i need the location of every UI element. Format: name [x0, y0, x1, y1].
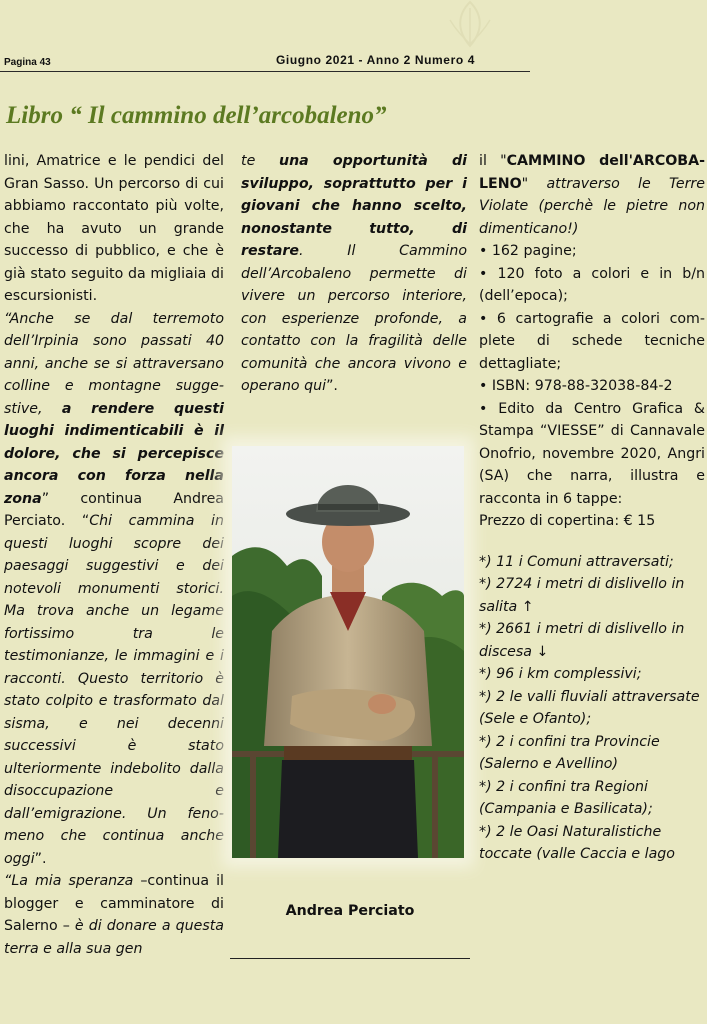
photo-frame [232, 446, 464, 858]
book-title-bold: CAMMINO dell'ARCOBALENO [479, 153, 705, 192]
paragraph-intro [4, 150, 224, 308]
quote-bold: a rendere questi luoghi indimenticabili è il dolore, che si percepisce ancora con forza nella zona [4, 400, 224, 507]
list-item: • ISBN: 978-88-32038-84-2 [479, 378, 673, 394]
list-item: *) 2 le valli fluviali attraversate (Sele e Ofanto); [479, 688, 700, 727]
list-item: *) 2724 i metri di dislivello in salita ↑ [479, 576, 685, 615]
list-item: • 162 pagine; [479, 243, 577, 259]
continuation-text: . Il Cammino dell’Arcobaleno permette di vivere un percorso interiore, con esperienze profonde, a contatto con la fragilità delle comunità che ancora vivono e operano qui [241, 243, 467, 394]
portrait-photo [232, 446, 464, 858]
article-title: Libro “ Il cammino dell’arcobaleno” [6, 102, 387, 129]
caption-divider [230, 958, 470, 959]
photo-caption: Andrea Perciato [285, 903, 415, 919]
quote-text-a: “Anche se dal terremoto dell’Irpinia sono passati 40 anni, anche se si attraversano colline e montagne suggestive, [4, 310, 224, 417]
continuation-bold: una opportunità di sviluppo, soprattutto per i giovani che hanno scelto, nonostante tutto, di restare [241, 153, 467, 259]
book-intro [479, 150, 705, 240]
quote-text-b: Chi cammina in questi luoghi scopre dei paesaggi suggestivi e dei notevoli monumenti storici. Ma trova anche un legame fortissimo tra le testimonianze, le immagini e i racconti. Questo territorio è stato colpito e trasformato dal sisma, e nei decenni successivi è stato ulteriormente indebolito dalla disoccupazione e dall’emigrazione. Un fenomeno che continua anche oggi [4, 513, 224, 867]
book-intro-open: il " [479, 153, 507, 169]
text-column-3 [479, 150, 705, 866]
list-item: *) 2 le Oasi Naturalistiche toccate (valle Caccia e lago [479, 823, 675, 862]
page-number: Pagina 43 [4, 57, 51, 68]
route-stats-list [479, 551, 705, 866]
book-subtitle: attraverso le Terre Violate (perchè le pietre non dimenticano!) [479, 175, 705, 237]
text-column-2 [241, 150, 467, 398]
list-item: *) 2661 i metri di dislivello in discesa ↓ [479, 621, 685, 660]
paragraph-continuation [241, 150, 467, 398]
list-item: *) 2 i confini tra Regioni (Campania e Basilicata); [479, 778, 653, 817]
paragraph-quote [4, 308, 224, 871]
hope-quote: “La mia speranza [4, 873, 141, 889]
paragraph-hope [4, 870, 224, 960]
list-item: • 120 foto a colori e in b/n (dell’epoca); [479, 265, 705, 304]
book-intro-close: " [521, 175, 547, 192]
issue-info: Giugno 2021 - Anno 2 Numero 4 [276, 53, 475, 67]
list-item: • Edito da Centro Grafica & Stampa “VIESSE” di Cannavale Onofrio, novembre 2020, Angri (SA) che narra, illustra e racconta in 6 tappe: [479, 400, 705, 507]
list-item: *) 96 i km complessivi; [479, 666, 642, 682]
book-details-list [479, 240, 705, 510]
intro-text: lini, Amatrice e le pendici del Gran Sasso. Un percorso di cui abbiamo raccontato più volte, che ha avuto un grande successo di pubblico, e che è già stato seguito da migliaia di escursionisti. [4, 153, 224, 304]
quote-attribution: ” continua Andrea Perciato. “ [4, 490, 224, 529]
header-divider [0, 71, 530, 72]
list-item: • 6 cartografie a colori complete di schede tecniche dettagliate; [479, 310, 705, 372]
quote-end: ”. [34, 850, 47, 867]
hope-quote-continued: è di donare a questa terra e alla sua gen [4, 918, 224, 957]
continuation-end: ”. [326, 378, 338, 394]
leaf-logo-watermark [430, 0, 510, 48]
hope-attribution: –continua il blogger e camminatore di Salerno – [4, 873, 224, 934]
cover-price: Prezzo di copertina: € 15 [479, 513, 656, 529]
list-item: *) 11 i Comuni attraversati; [479, 553, 674, 570]
list-item: *) 2 i confini tra Provincie (Salerno e Avellino) [479, 733, 660, 772]
text-column-1 [4, 150, 224, 960]
continuation-lead: te [241, 153, 279, 169]
